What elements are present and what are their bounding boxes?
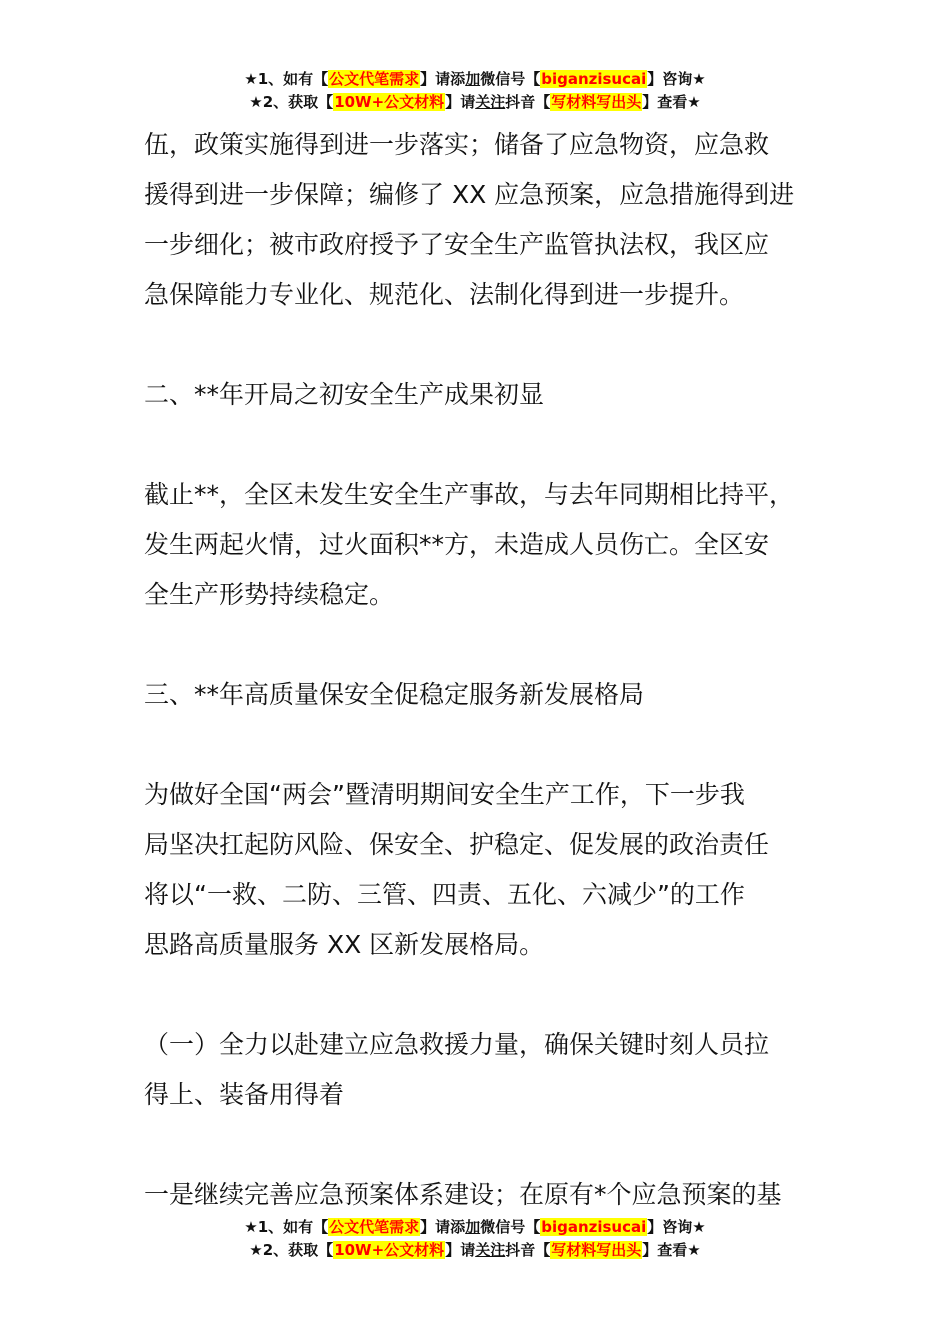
document-body [144,120,834,1220]
paragraph-line: 截止**，全区未发生安全生产事故，与去年同期相比持平， [144,480,795,509]
paragraph-line: （一）全力以赴建立应急救援力量，确保关键时刻人员拉 [144,1030,770,1059]
highlight-service: 公文代笔需求 [329,70,420,88]
banner-text: 】请添 [420,70,466,88]
banner-text: 微信号【 [480,70,541,88]
paragraph-line: 思路高质量服务 XX 区新发展格局。 [144,930,545,959]
banner-text: 】请添 [420,1218,466,1236]
subsection-heading-1 [144,1020,834,1120]
banner-line-1 [0,1216,950,1239]
highlight-materials: 10W+公文材料 [334,93,445,111]
banner-text: 】查看★ [642,1241,701,1259]
banner-text: 】请 [445,93,476,111]
banner-text: 】咨询★ [647,70,706,88]
paragraph-line: 为做好全国“两会”暨清明期间安全生产工作，下一步我 [144,780,745,809]
paragraph-1 [144,120,834,320]
paragraph-3 [144,770,834,970]
highlight-wechat-id: biganzisucai [541,1218,647,1236]
paragraph-line: 一是继续完善应急预案体系建设；在原有*个应急预案的基 [144,1180,782,1209]
banner-line-2 [0,91,950,114]
banner-text: 】咨询★ [647,1218,706,1236]
banner-text: 】请 [445,1241,476,1259]
paragraph-line: 得上、装备用得着 [144,1080,345,1109]
paragraph-line: 全生产形势持续稳定。 [144,580,395,609]
banner-text: 抖音【 [505,93,551,111]
banner-underlined: 关注 [475,93,506,111]
paragraph-line: 一步细化；被市政府授予了安全生产监管执法权，我区应 [144,230,770,259]
banner-line-1 [0,68,950,91]
highlight-douyin: 写材料写出头 [551,1241,642,1259]
banner-text: ★2、获取【 [249,1241,334,1259]
banner-underlined: 加 [465,70,481,88]
paragraph-line: 急保障能力专业化、规范化、法制化得到进一步提升。 [144,280,745,309]
footer-banner [0,1216,950,1262]
section-heading-2: 二、**年开局之初安全生产成果初显 [144,380,545,409]
banner-line-2 [0,1239,950,1262]
banner-text: ★1、如有【 [244,1218,329,1236]
banner-underlined: 关注 [475,1241,506,1259]
highlight-materials: 10W+公文材料 [334,1241,445,1259]
paragraph-2 [144,470,834,620]
banner-text: ★1、如有【 [244,70,329,88]
highlight-wechat-id: biganzisucai [541,70,647,88]
section-heading-3: 三、**年高质量保安全促稳定服务新发展格局 [144,680,645,709]
paragraph-line: 援得到进一步保障；编修了 XX 应急预案，应急措施得到进 [144,180,795,209]
banner-text: 微信号【 [480,1218,541,1236]
paragraph-line: 局坚决扛起防风险、保安全、护稳定、促发展的政治责任 [144,830,770,859]
banner-text: ★2、获取【 [249,93,334,111]
paragraph-line: 将以“一救、二防、三管、四责、五化、六减少”的工作 [144,880,745,909]
banner-text: 抖音【 [505,1241,551,1259]
paragraph-4 [144,1170,834,1220]
paragraph-line: 发生两起火情，过火面积**方，未造成人员伤亡。全区安 [144,530,770,559]
paragraph-line: 伍，政策实施得到进一步落实；储备了应急物资，应急救 [144,130,770,159]
highlight-douyin: 写材料写出头 [551,93,642,111]
banner-underlined: 加 [465,1218,481,1236]
header-banner [0,68,950,114]
banner-text: 】查看★ [642,93,701,111]
highlight-service: 公文代笔需求 [329,1218,420,1236]
